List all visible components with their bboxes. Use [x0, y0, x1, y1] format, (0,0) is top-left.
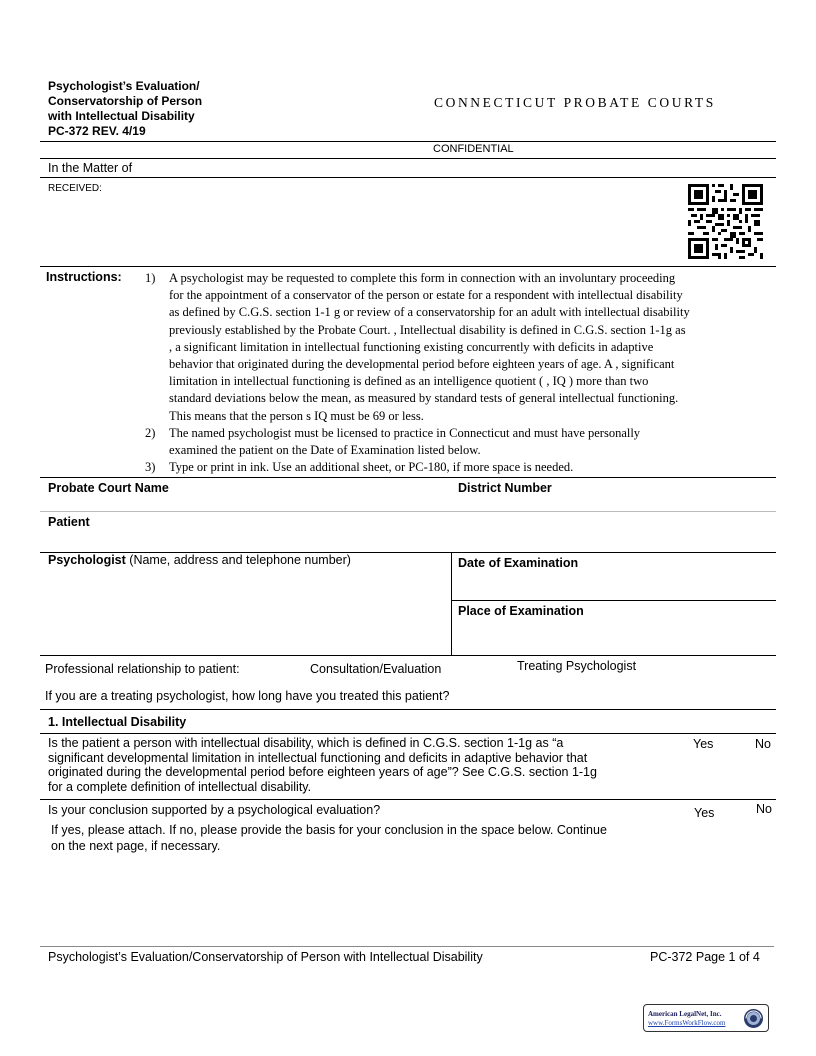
- psychologist-hint: (Name, address and telephone number): [129, 553, 351, 567]
- divider: [40, 477, 776, 478]
- section1-title: 1. Intellectual Disability: [48, 715, 187, 729]
- divider: [40, 511, 776, 512]
- place-of-examination-label: Place of Examination: [458, 604, 584, 618]
- instruction-line: limitation in intellectual functioning is defined as an intelligence quotient ( , IQ ) more than two: [169, 374, 649, 389]
- form-title-line: Psychologist’s Evaluation/: [48, 79, 200, 93]
- logo-company-name: American LegalNet, Inc.: [648, 1010, 722, 1018]
- q1-line: significant developmental limitation in intellectual functioning and deficits in adaptive behavior that: [48, 750, 588, 765]
- instruction-line: This means that the person s IQ must be 69 or less.: [169, 408, 424, 423]
- date-of-examination-input[interactable]: [458, 572, 768, 596]
- psychologist-label-group: [48, 553, 351, 567]
- confidential-label: CONFIDENTIAL: [433, 143, 514, 155]
- globe-icon: [743, 1008, 764, 1029]
- q2-text: Is your conclusion supported by a psychological evaluation?: [48, 803, 381, 817]
- q2-detail-line: on the next page, if necessary.: [51, 839, 221, 853]
- instruction-number: 2): [145, 425, 156, 440]
- instruction-line: previously established by the Probate Court. , Intellectual disability is defined in C.G.S. section 1-1g as: [169, 322, 686, 337]
- footer-page-number: PC-372 Page 1 of 4: [650, 950, 760, 964]
- instruction-line: as defined by C.G.S. section 1-1 g or review of a conservatorship for an adult with intellectual disability: [169, 305, 690, 320]
- instruction-number: 1): [145, 271, 156, 285]
- q1-yes-label: Yes: [693, 737, 714, 751]
- consultation-option-label: Consultation/Evaluation: [310, 662, 442, 676]
- treat-duration-label: If you are a treating psychologist, how long have you treated this patient?: [45, 689, 450, 703]
- divider: [40, 709, 776, 710]
- court-name: CONNECTICUT PROBATE COURTS: [434, 95, 716, 110]
- q1-no-label: No: [755, 737, 771, 751]
- form-title-line: Conservatorship of Person: [48, 94, 203, 108]
- treat-duration-input[interactable]: [482, 688, 768, 704]
- district-number-input[interactable]: [458, 496, 768, 510]
- instruction-line: behavior that originated during the developmental period before eighteen years of age. A , significant: [169, 357, 675, 372]
- instruction-text: [169, 270, 690, 425]
- instruction-text: [169, 459, 573, 476]
- patient-input[interactable]: [48, 530, 768, 548]
- probate-court-name-label: Probate Court Name: [48, 481, 169, 495]
- instruction-line: for the appointment of a conservator of the person or estate for a respondent with intellectual disability: [169, 288, 683, 303]
- date-of-examination-label: Date of Examination: [458, 556, 579, 570]
- q2-no-checkbox[interactable]: [742, 801, 754, 815]
- relationship-label: Professional relationship to patient:: [45, 662, 240, 676]
- treating-option-label: Treating Psychologist: [517, 659, 637, 673]
- instruction-item: [145, 270, 775, 425]
- footer-form-title: Psychologist’s Evaluation/Conservatorship of Person with Intellectual Disability: [48, 950, 483, 964]
- psychologist-input[interactable]: [48, 570, 443, 650]
- treating-checkbox[interactable]: [503, 659, 515, 673]
- q1-no-checkbox[interactable]: [742, 736, 754, 750]
- form-title-line: with Intellectual Disability: [48, 109, 195, 123]
- place-of-examination-input[interactable]: [458, 620, 768, 650]
- divider: [40, 799, 776, 800]
- instruction-line: standard deviations below the mean, as measured by standard tests of general intellectual functioning.: [169, 391, 679, 406]
- basis-textarea[interactable]: [48, 858, 768, 940]
- q1-line: Is the patient a person with intellectual disability, which is defined in C.G.S. section 1-1g as “a: [48, 736, 564, 750]
- divider: [40, 655, 776, 656]
- received-label: RECEIVED:: [48, 183, 102, 194]
- divider-vertical: [451, 552, 452, 655]
- matter-input[interactable]: [160, 160, 760, 176]
- divider: [40, 946, 774, 947]
- q2-no-label: No: [756, 802, 772, 816]
- divider: [452, 600, 776, 601]
- q1-line: for a complete definition of intellectual disability.: [48, 780, 312, 795]
- instruction-line: , a significant limitation in intellectual functioning existing concurrently with deficits in adaptive: [169, 339, 654, 354]
- q1-line: originated during the developmental period before eighteen years of age”? See C.G.S. section 1-1g: [48, 765, 597, 780]
- divider: [40, 177, 776, 178]
- consultation-checkbox[interactable]: [296, 661, 308, 675]
- q2-detail: [51, 822, 607, 854]
- instruction-text: [169, 425, 640, 459]
- patient-label: Patient: [48, 515, 90, 529]
- psychologist-label: Psychologist: [48, 553, 126, 567]
- instruction-line: A psychologist may be requested to complete this form in connection with an involuntary proceeding: [169, 271, 676, 285]
- publisher-logo: [643, 1004, 769, 1032]
- q1-text: [48, 736, 688, 795]
- divider: [40, 266, 776, 267]
- instruction-item: [145, 425, 775, 459]
- instructions-list: [145, 270, 775, 476]
- probate-court-name-input[interactable]: [48, 496, 443, 510]
- divider: [40, 733, 776, 734]
- instruction-item: [145, 459, 775, 476]
- logo-website-link[interactable]: www.FormsWorkFlow.com: [648, 1019, 726, 1027]
- instruction-number: 3): [145, 460, 156, 475]
- instruction-line: examined the patient on the Date of Examination listed below.: [169, 443, 481, 458]
- form-title: [48, 79, 202, 139]
- q1-yes-checkbox[interactable]: [680, 736, 692, 750]
- instructions-label: Instructions:: [46, 270, 122, 284]
- divider: [40, 141, 776, 142]
- instruction-line: Type or print in ink. Use an additional sheet, or PC-180, if more space is needed.: [169, 460, 574, 475]
- divider: [40, 158, 776, 159]
- district-number-label: District Number: [458, 481, 552, 495]
- q2-detail-line: If yes, please attach. If no, please provide the basis for your conclusion in the space below. Continue: [51, 823, 607, 837]
- q2-yes-label: Yes: [694, 806, 715, 820]
- qr-code-icon: [688, 184, 763, 259]
- q2-yes-checkbox[interactable]: [680, 805, 692, 819]
- form-number: PC-372 REV. 4/19: [48, 124, 146, 138]
- matter-label: In the Matter of: [48, 161, 133, 175]
- instruction-line: The named psychologist must be licensed to practice in Connecticut and must have personally: [169, 425, 641, 440]
